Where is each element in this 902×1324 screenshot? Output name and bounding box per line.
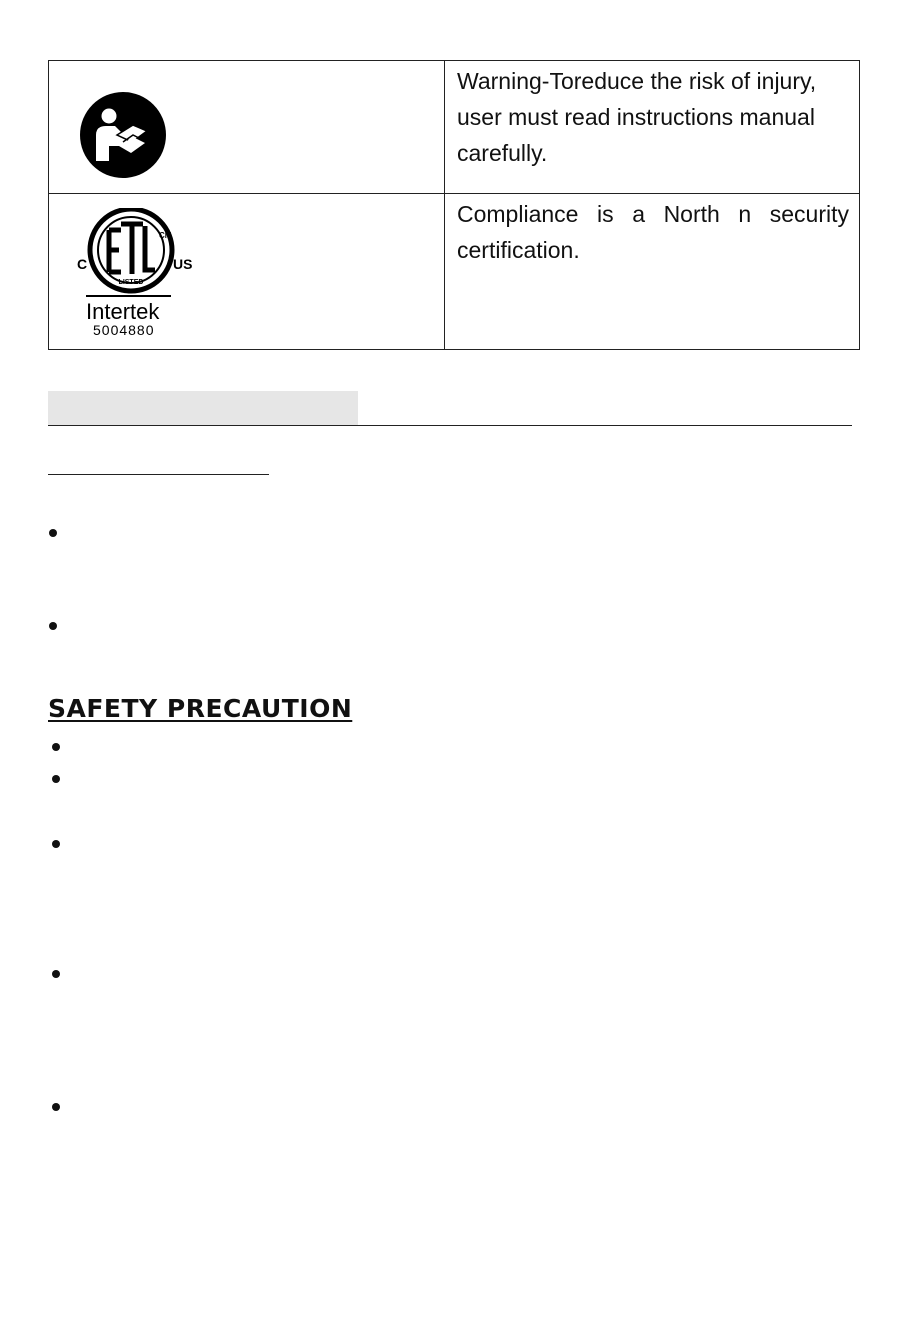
etl-listed-label: LISTED bbox=[118, 279, 144, 286]
etl-us-label: US bbox=[173, 256, 193, 272]
bullet-icon bbox=[52, 840, 60, 848]
section-heading-bar bbox=[48, 391, 358, 425]
manual-warning-text: Warning-Toreduce the risk of injury, user must read instructions manual carefully. bbox=[445, 61, 860, 194]
read-manual-icon bbox=[79, 91, 167, 179]
bullet-icon bbox=[52, 1103, 60, 1111]
bullet-icon bbox=[52, 743, 60, 751]
certification-table bbox=[48, 60, 860, 350]
bullet-icon bbox=[52, 775, 60, 783]
table-row bbox=[49, 194, 860, 350]
table-row bbox=[49, 61, 860, 194]
bullet-icon bbox=[52, 970, 60, 978]
safety-precaution-heading: SAFETY PRECAUTION bbox=[48, 694, 353, 723]
etl-c-label: C bbox=[77, 256, 88, 272]
intertek-brand: Intertek bbox=[86, 299, 160, 324]
bullet-icon bbox=[49, 529, 57, 537]
compliance-text: Compliance is a North n security certification. bbox=[445, 194, 860, 350]
etl-listed-mark-icon bbox=[71, 208, 231, 342]
bullet-icon bbox=[49, 622, 57, 630]
subheading-underline bbox=[48, 474, 269, 475]
icon-cell bbox=[49, 194, 445, 350]
icon-cell bbox=[49, 61, 445, 194]
section-divider bbox=[48, 425, 852, 426]
intertek-number: 5004880 bbox=[93, 322, 155, 338]
etl-cm-label: CM bbox=[159, 231, 172, 240]
